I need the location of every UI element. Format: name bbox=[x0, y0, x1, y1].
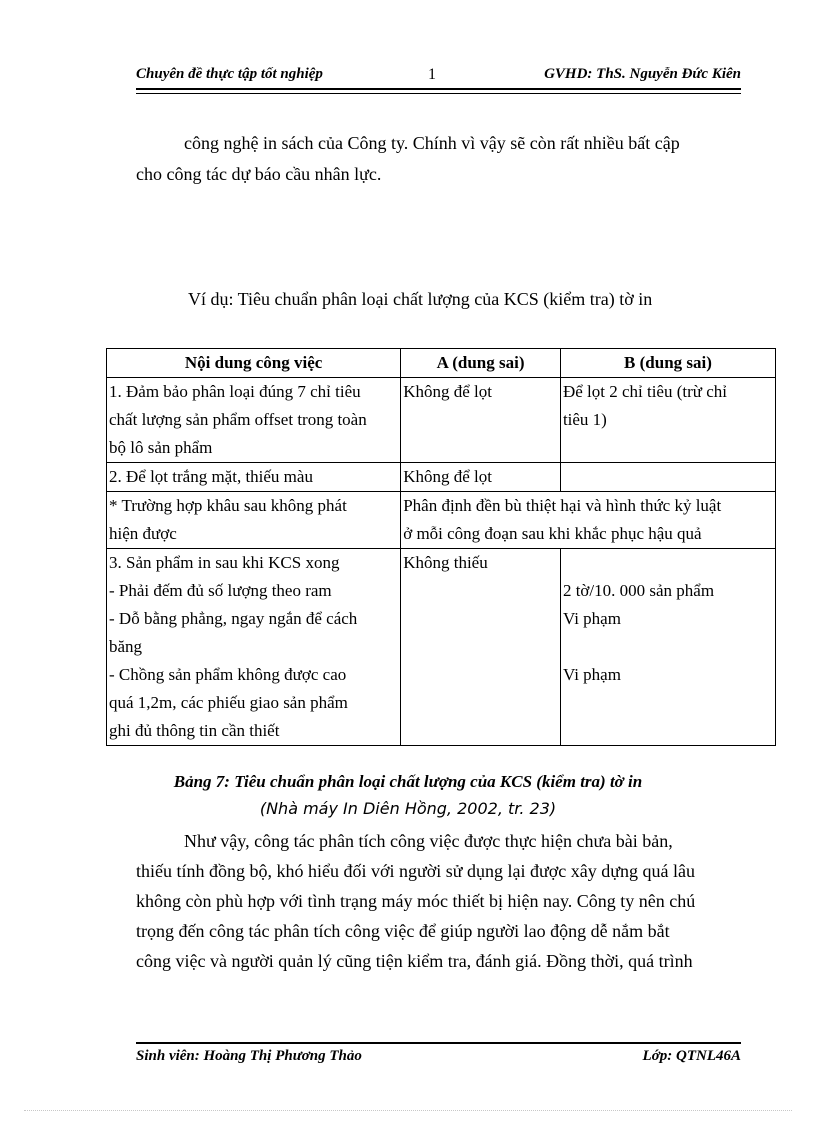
cell-line bbox=[563, 463, 773, 491]
table-header-row bbox=[107, 349, 776, 378]
table-row bbox=[107, 549, 776, 746]
cell-line: tiêu 1) bbox=[562, 410, 607, 429]
cell-line: Vi phạm bbox=[562, 665, 621, 684]
row1-b bbox=[560, 378, 775, 463]
header-b: B (dung sai) bbox=[560, 349, 775, 378]
page-edge-divider bbox=[24, 1110, 792, 1111]
table-row bbox=[107, 463, 776, 492]
page-header bbox=[136, 66, 741, 86]
footer-student: Sinh viên: Hoàng Thị Phương Thảo bbox=[136, 1048, 362, 1064]
cell-line: Phân định đền bù thiệt hại và hình thức kỷ luật bbox=[403, 496, 722, 515]
cell-line: bộ lô sản phẩm bbox=[109, 438, 213, 457]
cell-line: Để lọt 2 chỉ tiêu (trừ chỉ bbox=[562, 382, 727, 401]
header-rule bbox=[136, 88, 741, 94]
page-number: 1 bbox=[428, 66, 436, 83]
cell-line: 1. Đảm bảo phân loại đúng 7 chỉ tiêu bbox=[109, 382, 361, 401]
row3-content bbox=[107, 492, 401, 549]
row1-content bbox=[107, 378, 401, 463]
kcs-quality-table bbox=[106, 348, 776, 746]
cell-line bbox=[563, 549, 773, 577]
row4-a bbox=[401, 549, 561, 746]
cell-line: băng bbox=[109, 637, 143, 656]
header-a: A (dung sai) bbox=[401, 349, 561, 378]
intro-line-2: cho công tác dự báo cầu nhân lực. bbox=[136, 164, 382, 184]
example-caption: Ví dụ: Tiêu chuẩn phân loại chất lượng của KCS (kiểm tra) tờ in bbox=[188, 289, 653, 309]
body-line: thiếu tính đồng bộ, khó hiểu đối với người sử dụng lại được xây dựng quá lâu bbox=[136, 861, 696, 881]
cell-line: hiện được bbox=[109, 524, 177, 543]
header-title: Chuyên đề thực tập tốt nghiệp bbox=[136, 66, 323, 82]
row4-content bbox=[107, 549, 401, 746]
cell-line: Không để lọt bbox=[403, 467, 492, 486]
cell-line: - Chồng sản phẩm không được cao bbox=[109, 665, 347, 684]
cell-line bbox=[563, 633, 773, 661]
header-advisor: GVHD: ThS. Nguyễn Đức Kiên bbox=[544, 66, 741, 82]
cell-line: 2. Để lọt trắng mặt, thiếu màu bbox=[109, 467, 313, 486]
cell-line: quá 1,2m, các phiếu giao sản phẩm bbox=[109, 693, 348, 712]
cell-line: chất lượng sản phẩm offset trong toàn bbox=[109, 410, 367, 429]
intro-paragraph bbox=[136, 128, 741, 190]
row1-a bbox=[401, 378, 561, 463]
body-line: trọng đến công tác phân tích công việc để giúp người lao động dễ nắm bắt bbox=[136, 921, 670, 941]
cell-line: Không thiếu bbox=[403, 553, 488, 572]
footer-class: Lớp: QTNL46A bbox=[642, 1048, 741, 1064]
cell-line: 2 tờ/10. 000 sản phẩm bbox=[562, 581, 715, 600]
cell-line: ở mỗi công đoạn sau khi khắc phục hậu quả bbox=[403, 524, 702, 543]
intro-line-1: công nghệ in sách của Công ty. Chính vì vậy sẽ còn rất nhiều bất cập bbox=[184, 133, 680, 153]
body-line: không còn phù hợp với tình trạng máy móc thiết bị hiện nay. Công ty nên chú bbox=[136, 891, 696, 911]
cell-line: - Dỗ bằng phẳng, ngay ngắn để cách bbox=[109, 609, 358, 628]
row4-b bbox=[560, 549, 775, 746]
page-footer bbox=[136, 1048, 741, 1068]
table-source: (Nhà máy In Diên Hồng, 2002, tr. 23) bbox=[259, 799, 557, 818]
table-row bbox=[107, 492, 776, 549]
table-title: Bảng 7: Tiêu chuẩn phân loại chất lượng của KCS (kiểm tra) tờ in bbox=[173, 772, 643, 791]
footer-rule bbox=[136, 1042, 741, 1044]
row2-content bbox=[107, 463, 401, 492]
cell-line: * Trường hợp khâu sau không phát bbox=[109, 496, 347, 515]
row2-b bbox=[560, 463, 775, 492]
cell-line: Không để lọt bbox=[403, 382, 492, 401]
header-content: Nội dung công việc bbox=[107, 349, 401, 378]
cell-line: - Phải đếm đủ số lượng theo ram bbox=[109, 581, 332, 600]
cell-line: 3. Sản phẩm in sau khi KCS xong bbox=[109, 553, 340, 572]
cell-line: Vi phạm bbox=[562, 609, 621, 628]
body-paragraph bbox=[136, 826, 741, 976]
body-line: Như vậy, công tác phân tích công việc được thực hiện chưa bài bản, bbox=[184, 831, 673, 851]
cell-line: ghi đủ thông tin cần thiết bbox=[109, 721, 280, 740]
body-line: công việc và người quản lý cũng tiện kiểm tra, đánh giá. Đồng thời, quá trình bbox=[136, 951, 693, 971]
row3-ab-merged bbox=[401, 492, 776, 549]
row2-a bbox=[401, 463, 561, 492]
table-row bbox=[107, 378, 776, 463]
